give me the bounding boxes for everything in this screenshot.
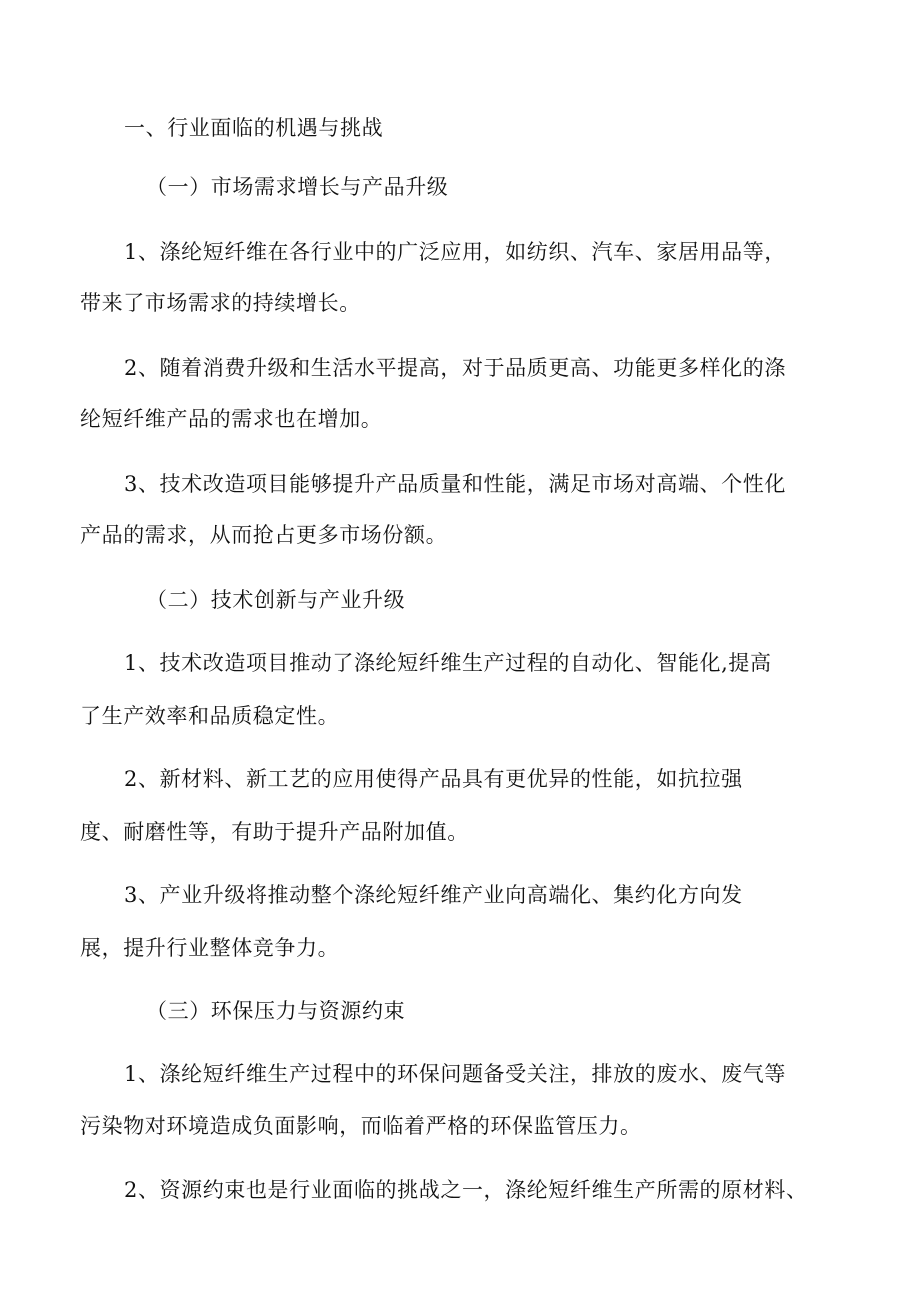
paragraph-line: 产品的需求，从而抢占更多市场份额。 (80, 523, 448, 547)
paragraph-line: 1、涤纶短纤维生产过程中的环保问题备受关注，排放的废水、废气等 (124, 1062, 786, 1086)
paragraph-line: 2、资源约束也是行业面临的挑战之一，涤纶短纤维生产所需的原材料、 (124, 1178, 808, 1202)
paragraph-line: 度、耐磨性等，有助于提升产品附加值。 (80, 820, 469, 844)
paragraph-line: 了生产效率和品质稳定性。 (80, 704, 340, 728)
section-title: 一、行业面临的机遇与挑战 (124, 116, 384, 140)
paragraph-line: 带来了市场需求的持续增长。 (80, 291, 361, 315)
subsection-heading-3: （三）环保压力与资源约束 (146, 999, 406, 1023)
paragraph-line: 2、新材料、新工艺的应用使得产品具有更优异的性能，如抗拉强 (124, 767, 743, 791)
subsection-heading-2: （二）技术创新与产业升级 (146, 588, 406, 612)
paragraph-line: 展，提升行业整体竞争力。 (80, 936, 340, 960)
paragraph-line: 3、产业升级将推动整个涤纶短纤维产业向高端化、集约化方向发 (124, 883, 743, 907)
paragraph-line: 3、技术改造项目能够提升产品质量和性能，满足市场对高端、个性化 (124, 472, 786, 496)
paragraph-line: 1、涤纶短纤维在各行业中的广泛应用，如纺织、汽车、家居用品等， (124, 240, 786, 264)
paragraph-line: 纶短纤维产品的需求也在增加。 (80, 407, 383, 431)
paragraph-line: 污染物对环境造成负面影响，而临着严格的环保监管压力。 (80, 1114, 642, 1138)
paragraph-line: 2、随着消费升级和生活水平提高，对于品质更高、功能更多样化的涤 (124, 356, 786, 380)
paragraph-line: 1、技术改造项目推动了涤纶短纤维生产过程的自动化、智能化,提高 (124, 651, 772, 675)
subsection-heading-1: （一）市场需求增长与产品升级 (146, 175, 449, 199)
